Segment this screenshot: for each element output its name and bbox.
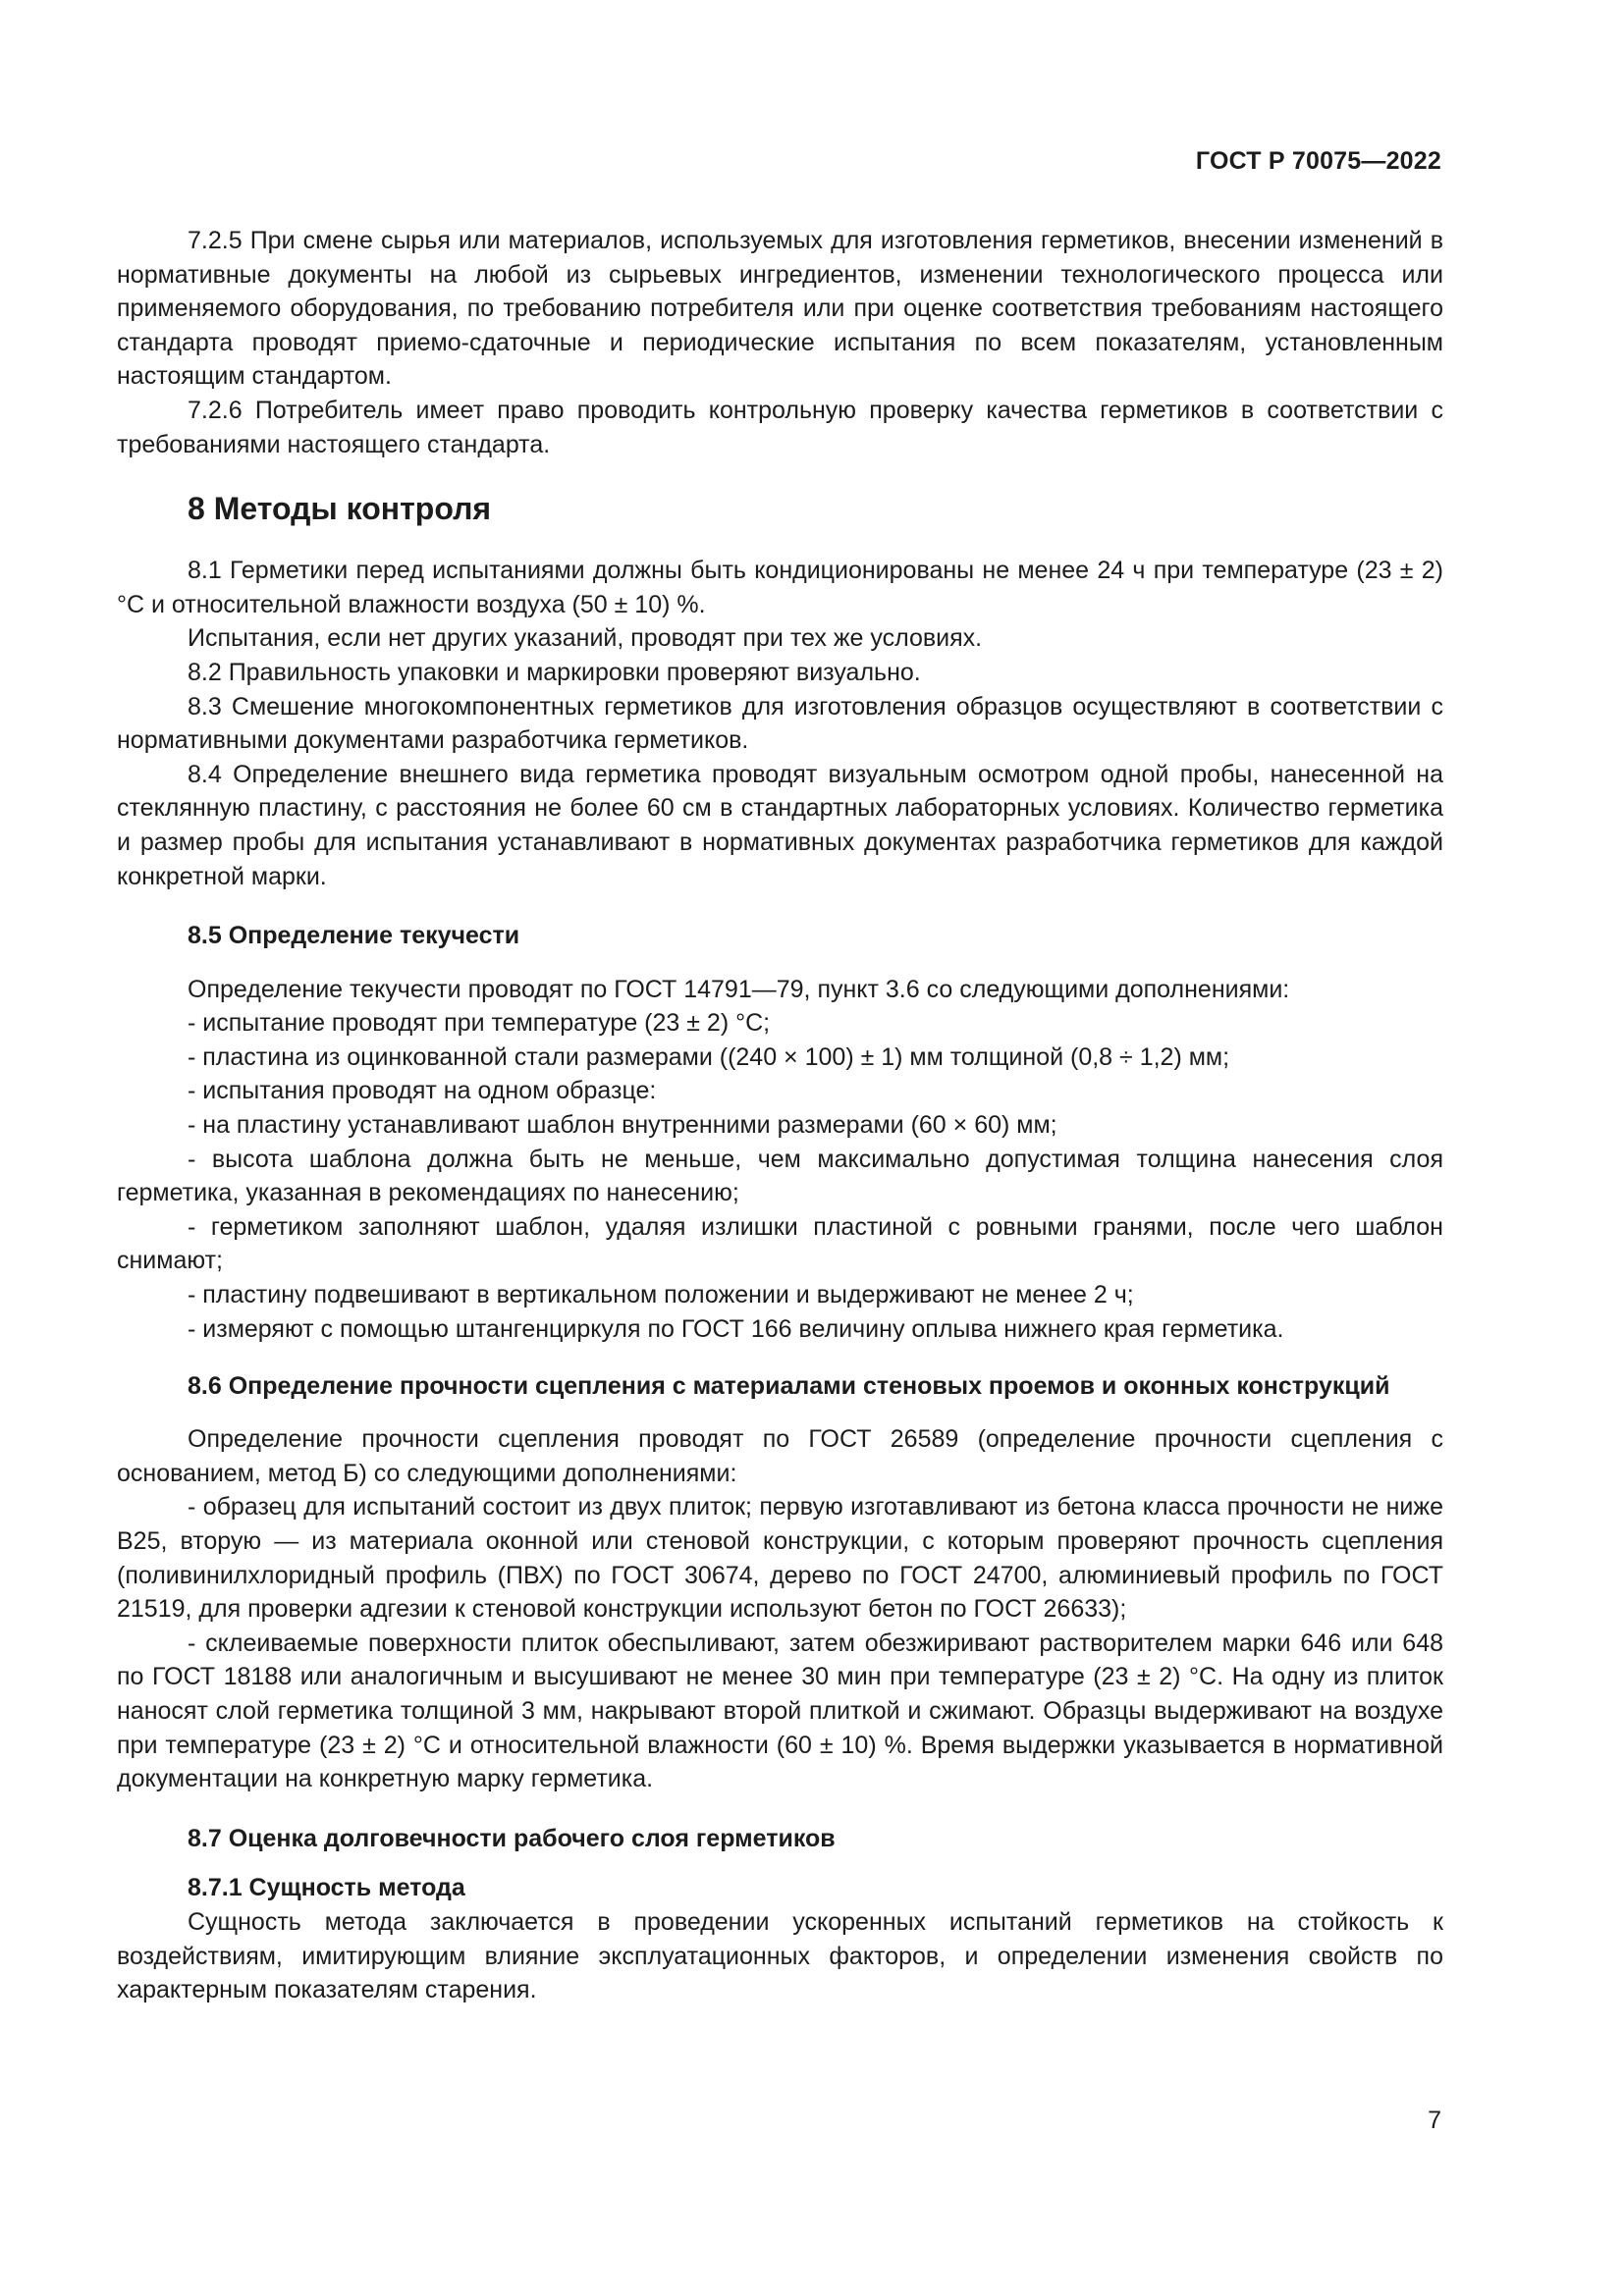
paragraph-8-4: 8.4 Определение внешнего вида герметика проводят визуальным осмотром одной пробы, нанесенной на стеклянную пластину, с расстояния не более 60 см в стандартных лабораторных условиях. Количество герметика и размер пробы для испытания устанавливают в нормативных документах разработчика герметиков для каждой конкретной марки.	[117, 760, 1443, 890]
subsection-8-7-1-title: 8.7.1 Сущность метода	[188, 1874, 465, 1902]
list-item-8-5-1: - испытание проводят при температуре (23 ± 2) °С;	[188, 1009, 771, 1038]
paragraph-7-2-6: 7.2.6 Потребитель имеет право проводить контрольную проверку качества герметиков в соответствии с требованиями настоящего стандарта.	[117, 396, 1443, 458]
subsection-8-7-title: 8.7 Оценка долговечности рабочего слоя герметиков	[188, 1824, 836, 1852]
paragraph-8-3: 8.3 Смешение многокомпонентных герметиков для изготовления образцов осуществляют в соответствии с нормативными документами разработчика герметиков.	[117, 692, 1443, 755]
subsection-8-6-title: 8.6 Определение прочности сцепления с материалами стеновых проемов и оконных конструкций	[188, 1372, 1390, 1401]
document-id: ГОСТ Р 70075—2022	[1195, 147, 1441, 175]
paragraph-8-2: 8.2 Правильность упаковки и маркировки проверяют визуально.	[188, 658, 921, 686]
list-item-8-5-4: - на пластину устанавливают шаблон внутренними размерами (60 × 60) мм;	[188, 1111, 1057, 1140]
list-item-8-5-8: - измеряют с помощью штангенциркуля по ГОСТ 166 величину оплыва нижнего края герметика.	[188, 1314, 1284, 1343]
list-item-8-6-2: - склеиваемые поверхности плиток обеспыливают, затем обезжиривают растворителем марки 646 или 648 по ГОСТ 18188 или аналогичным и высушивают не менее 30 мин при температуре (23 ± 2) °С. На одну из плиток наносят слой герметика толщиной 3 мм, накрывают второй плиткой и сжимают. Образцы выдерживают на воздухе при температуре (23 ± 2) °С и относительной влажности (60 ± 10) %. Время выдержки указывается в нормативной документации на конкретную марку герметика.	[117, 1629, 1443, 1793]
list-item-8-5-5: - высота шаблона должна быть не меньше, чем максимально допустимая толщина нанесения слоя герметика, указанная в рекомендациях по нанесению;	[117, 1145, 1443, 1207]
list-item-8-5-6: - герметиком заполняют шаблон, удаляя излишки пластиной с ровными гранями, после чего шаблон снимают;	[117, 1212, 1443, 1275]
paragraph-7-2-5: 7.2.5 При смене сырья или материалов, используемых для изготовления герметиков, внесении изменений в нормативные документы на любой из сырьевых ингредиентов, изменении технологического процесса или применяемого оборудования, по требованию потребителя или при оценке соответствия требованиям настоящего стандарта проводят приемо-сдаточные и периодические испытания по всем показателям, установленным настоящим стандартом.	[117, 227, 1443, 391]
list-item-8-5-3: - испытания проводят на одном образце:	[188, 1077, 657, 1105]
list-item-8-5-2: - пластина из оцинкованной стали размерами ((240 × 100) ± 1) мм толщиной (0,8 ÷ 1,2) мм;	[188, 1042, 1230, 1071]
list-item-8-5-7: - пластину подвешивают в вертикальном положении и выдерживают не менее 2 ч;	[188, 1281, 1134, 1309]
paragraph-8-1: 8.1 Герметики перед испытаниями должны быть кондиционированы не менее 24 ч при температуре (23 ± 2) °С и относительной влажности воздуха (50 ± 10) %.	[117, 557, 1443, 618]
paragraph-8-1-conditions: Испытания, если нет других указаний, проводят при тех же условиях.	[188, 624, 983, 653]
subsection-8-5-title: 8.5 Определение текучести	[188, 922, 520, 950]
list-item-8-6-1: - образец для испытаний состоит из двух плиток; первую изготавливают из бетона класса прочности не ниже В25, вторую — из материала оконной или стеновой конструкции, с которым проверяют прочность сцепления (поливинилхлоридный профиль (ПВХ) по ГОСТ 30674, дерево по ГОСТ 24700, алюминиевый профиль по ГОСТ 21519, для проверки адгезии к стеновой конструкции используют бетон по ГОСТ 26633);	[117, 1493, 1443, 1624]
paragraph-8-5-intro: Определение текучести проводят по ГОСТ 14791—79, пункт 3.6 со следующими дополнениями:	[188, 975, 1290, 1003]
paragraph-8-6-intro: Определение прочности сцепления проводят по ГОСТ 26589 (определение прочности сцепления с основанием, метод Б) со следующими дополнениями:	[117, 1425, 1443, 1487]
section-8-title: 8 Методы контроля	[188, 491, 492, 527]
paragraph-8-7-1: Сущность метода заключается в проведении ускоренных испытаний герметиков на стойкость к воздействиям, имитирующим влияние эксплуатационных факторов, и определении изменения свойств по характерным показателям старения.	[117, 1907, 1443, 2004]
page-number: 7	[1428, 2107, 1441, 2134]
page-content	[117, 224, 1443, 2007]
